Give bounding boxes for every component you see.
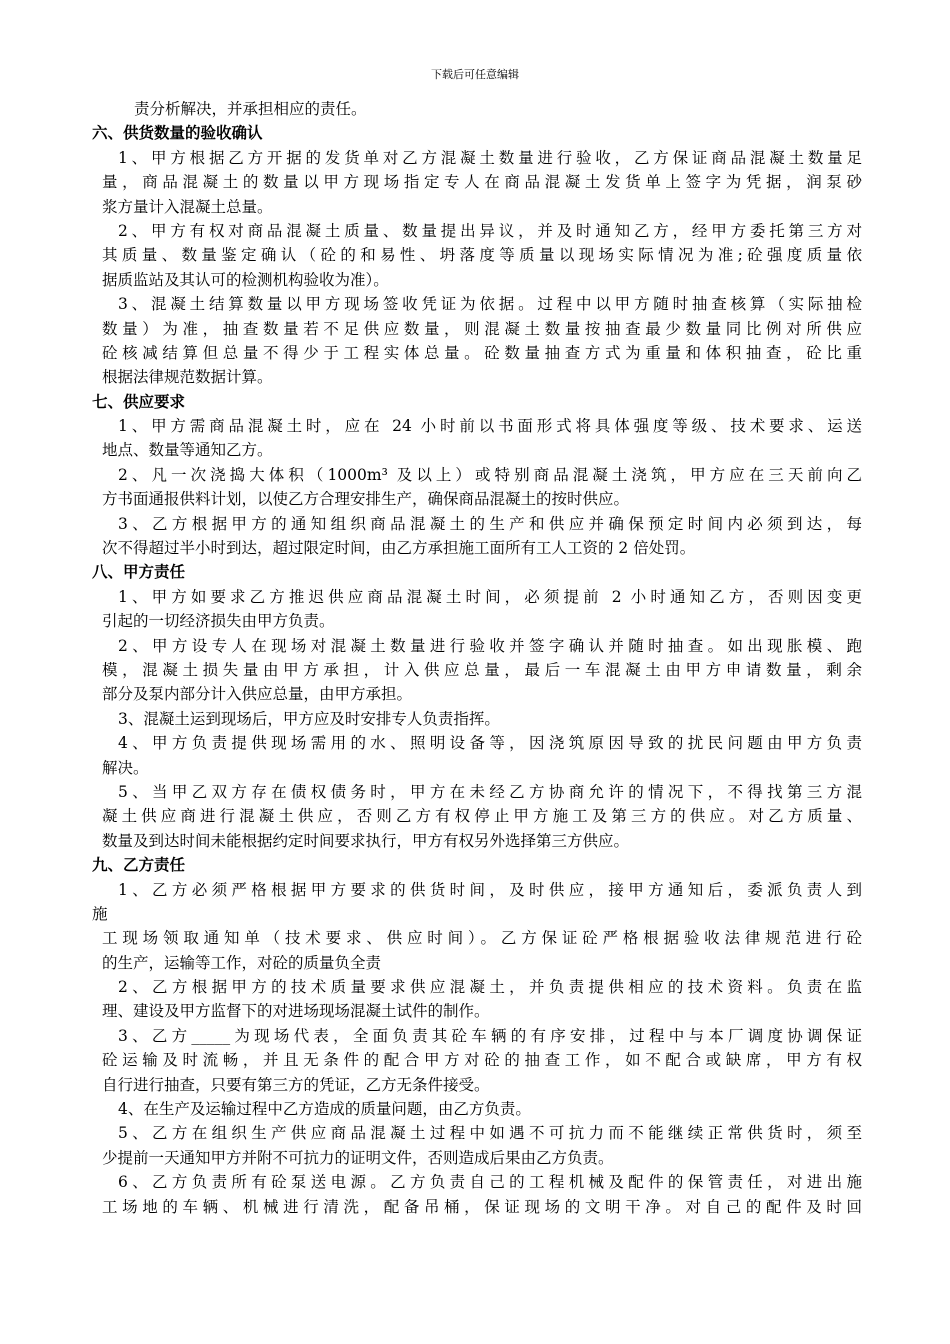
paragraph-line: 解决。: [102, 758, 149, 777]
paragraph-line: 浆方量计入混凝土总量。: [102, 197, 273, 216]
paragraph-line: 部分及泵内部分计入供应总量，由甲方承担。: [102, 685, 413, 704]
paragraph-line: 地点、数量等通知乙方。: [102, 441, 273, 460]
paragraph-line: 3、混凝土结算数量以甲方现场签收凭证为依据。过程中以甲方随时抽查核算（实际抽检: [118, 295, 862, 314]
paragraph-line: 3、混凝土运到现场后，甲方应及时安排专人负责指挥。: [118, 709, 500, 728]
paragraph-line: 1、甲方如要求乙方推迟供应商品混凝土时间，必须提前 2 小时通知乙方，否则因变更: [118, 587, 862, 606]
paragraph-line: 2、乙方根据甲方的技术质量要求供应混凝土，并负责提供相应的技术资料。负责在监: [118, 978, 862, 997]
paragraph-line: 引起的一切经济损失由甲方负责。: [102, 612, 335, 631]
section-heading: 八、甲方责任: [92, 563, 186, 582]
paragraph-line: 自行进行抽查，只要有第三方的凭证，乙方无条件接受。: [102, 1075, 490, 1094]
paragraph-line: 1、甲方需商品混凝土时，应在 24 小时前以书面形式将具体强度等级、技术要求、运送: [118, 417, 862, 436]
paragraph-line: 2、甲方有权对商品混凝土质量、数量提出异议，并及时通知乙方，经甲方委托第三方对: [118, 221, 862, 240]
paragraph-line: 施: [92, 904, 108, 923]
paragraph-line: 数量）为准，抽查数量若不足供应数量，则混凝土数量按抽查最少数量同比例对所供应: [102, 319, 862, 338]
paragraph-line: 数量及到达时间未能根据约定时间要求执行，甲方有权另外选择第三方供应。: [102, 831, 630, 850]
paragraph-line: 2、甲方设专人在现场对混凝土数量进行验收并签字确认并随时抽查。如出现胀模、跑: [118, 636, 862, 655]
paragraph-line: 据质监站及其认可的检测机构验收为准）。: [102, 270, 389, 289]
paragraph-line: 2、凡一次浇捣大体积（1000m³ 及以上）或特别商品混凝土浇筑，甲方应在三天前向乙: [118, 465, 862, 484]
paragraph-line: 的生产，运输等工作，对砼的质量负全责: [102, 953, 382, 972]
page-header-note: 下载后可任意编辑: [431, 68, 519, 81]
paragraph-line: 方书面通报供料计划，以使乙方合理安排生产，确保商品混凝土的按时供应。: [102, 490, 630, 509]
paragraph-line: 3、乙方根据甲方的通知组织商品混凝土的生产和供应并确保预定时间内必须到达，每: [118, 514, 862, 533]
paragraph-line: 根据法律规范数据计算。: [102, 368, 273, 387]
paragraph-line: 凝土供应商进行混凝土供应，否则乙方有权停止甲方施工及第三方的供应。对乙方质量、: [102, 807, 862, 826]
paragraph-line: 其质量、数量鉴定确认（砼的和易性、坍落度等质量以现场实际情况为准;砼强度质量依: [102, 246, 862, 265]
section-heading: 七、供应要求: [92, 392, 186, 411]
paragraph-line: 5、乙方在组织生产供应商品混凝土过程中如遇不可抗力而不能继续正常供货时，须至: [118, 1124, 862, 1143]
paragraph-line: 4、甲方负责提供现场需用的水、照明设备等，因浇筑原因导致的扰民问题由甲方负责: [118, 734, 862, 753]
paragraph-line: 4、在生产及运输过程中乙方造成的质量问题，由乙方负责。: [118, 1100, 531, 1119]
paragraph-line: 次不得超过半小时到达，超过限定时间，由乙方承担施工面所有工人工资的 2 倍处罚。: [102, 539, 696, 558]
paragraph-line: 量，商品混凝土的数量以甲方现场指定专人在商品混凝土发货单上签字为凭据，润泵砂: [102, 173, 862, 192]
paragraph-line: 1、甲方根据乙方开据的发货单对乙方混凝土数量进行验收，乙方保证商品混凝土数量足: [118, 148, 862, 167]
paragraph-line: 工现场领取通知单（技术要求、供应时间）。乙方保证砼严格根据验收法律规范进行砼: [102, 929, 862, 948]
paragraph-line: 6、乙方负责所有砼泵送电源。乙方负责自己的工程机械及配件的保管责任，对进出施: [118, 1173, 862, 1192]
paragraph-line: 3、乙方_____为现场代表，全面负责其砼车辆的有序安排，过程中与本厂调度协调保证: [118, 1026, 862, 1045]
paragraph-line: 理、建设及甲方监督下的对进场现场混凝土试件的制作。: [102, 1002, 490, 1021]
paragraph-line: 模，混凝土损失量由甲方承担，计入供应总量，最后一车混凝土由甲方申请数量，剩余: [102, 660, 862, 679]
paragraph-line: 5、当甲乙双方存在债权债务时，甲方在未经乙方协商允许的情况下，不得找第三方混: [118, 782, 862, 801]
section-heading: 六、供货数量的验收确认: [92, 124, 263, 143]
paragraph-line: 工场地的车辆、机械进行清洗，配备吊桶，保证现场的文明干净。对自己的配件及时回: [102, 1197, 862, 1216]
paragraph-line: 1、乙方必须严格根据甲方要求的供货时间，及时供应，接甲方通知后，委派负责人到: [118, 880, 862, 899]
section-heading: 九、乙方责任: [92, 856, 186, 875]
paragraph-line: 砼运输及时流畅，并且无条件的配合甲方对砼的抽查工作，如不配合或缺席，甲方有权: [102, 1051, 862, 1070]
document-body: [92, 97, 862, 1219]
paragraph-line: 砼核减结算但总量不得少于工程实体总量。砼数量抽查方式为重量和体积抽查，砼比重: [102, 343, 862, 362]
paragraph-line: 责分析解决，并承担相应的责任。: [134, 100, 367, 118]
paragraph-line: 少提前一天通知甲方并附不可抗力的证明文件，否则造成后果由乙方负责。: [102, 1148, 614, 1167]
